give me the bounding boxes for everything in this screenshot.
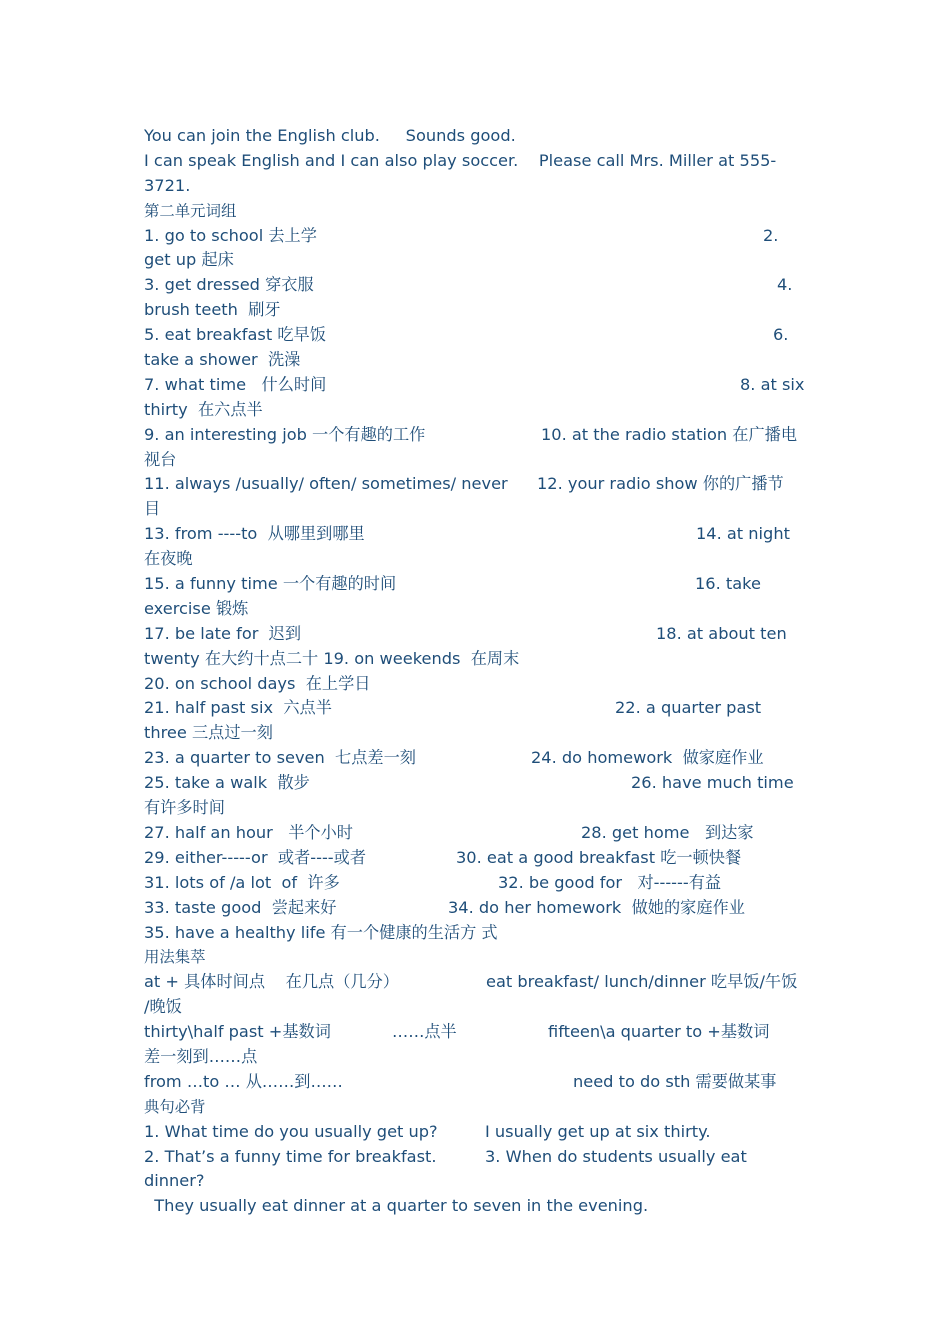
- text-segment: 14. at night: [696, 524, 790, 544]
- line-43: [144, 1169, 810, 1194]
- document-page: [144, 124, 810, 1219]
- line-35: [144, 970, 810, 995]
- section-heading: 典句必背: [144, 1097, 206, 1116]
- text-segment: 34. do her homework 做她的家庭作业: [448, 897, 745, 917]
- text-segment: 16. take: [695, 574, 761, 594]
- line-01: [144, 124, 810, 149]
- line-08: [144, 298, 810, 323]
- text-segment: 9. an interesting job 一个有趣的工作: [144, 424, 426, 444]
- line-06: [144, 248, 810, 273]
- line-32: [144, 896, 810, 921]
- line-42: [144, 1145, 810, 1170]
- line-03: [144, 174, 810, 199]
- line-12: [144, 398, 810, 423]
- text-segment: 23. a quarter to seven 七点差一刻: [144, 748, 416, 768]
- text-segment: 17. be late for 迟到: [144, 623, 302, 643]
- text-segment: 33. taste good 尝起来好: [144, 897, 337, 917]
- text-segment: brush teeth 刷牙: [144, 300, 281, 320]
- text-segment: They usually eat dinner at a quarter to seven in the evening.: [144, 1196, 649, 1216]
- text-segment: I usually get up at six thirty.: [485, 1121, 711, 1141]
- line-10: [144, 348, 810, 373]
- line-41: [144, 1120, 810, 1145]
- text-segment: 18. at about ten: [656, 623, 787, 643]
- text-segment: 12. your radio show 你的广播节: [537, 474, 784, 494]
- text-segment: 2. That’s a funny time for breakfast.: [144, 1146, 437, 1166]
- text-segment: 10. at the radio station 在广播电: [541, 424, 798, 444]
- text-segment: thirty 在六点半: [144, 399, 263, 419]
- line-36: [144, 995, 810, 1020]
- line-34: [144, 945, 810, 970]
- text-segment: three 三点过一刻: [144, 723, 273, 743]
- line-38: [144, 1045, 810, 1070]
- text-segment: 35. have a healthy life 有一个健康的生活方 式: [144, 922, 498, 942]
- line-18: [144, 547, 810, 572]
- line-40: [144, 1095, 810, 1120]
- text-segment: 1. What time do you usually get up?: [144, 1121, 438, 1141]
- line-33: [144, 921, 810, 946]
- line-09: [144, 323, 810, 348]
- text-segment: I can speak English and I can also play soccer. Please call Mrs. Miller at 555-: [144, 150, 777, 170]
- line-26: [144, 746, 810, 771]
- line-02: [144, 149, 810, 174]
- line-27: [144, 771, 810, 796]
- text-segment: 31. lots of /a lot of 许多: [144, 872, 340, 892]
- line-19: [144, 572, 810, 597]
- line-07: [144, 273, 810, 298]
- line-24: [144, 696, 810, 721]
- line-30: [144, 846, 810, 871]
- text-segment: 21. half past six 六点半: [144, 698, 332, 718]
- text-segment: 7. what time 什么时间: [144, 374, 327, 394]
- text-segment: eat breakfast/ lunch/dinner 吃早饭/午饭: [486, 972, 798, 992]
- text-segment: take a shower 洗澡: [144, 350, 301, 370]
- text-segment: get up 起床: [144, 250, 234, 270]
- text-segment: dinner?: [144, 1171, 205, 1191]
- text-segment: 视台: [144, 449, 177, 469]
- line-05: [144, 224, 810, 249]
- text-segment: 3. get dressed 穿衣服: [144, 275, 314, 295]
- text-segment: 30. eat a good breakfast 吃一顿快餐: [456, 847, 742, 867]
- line-04: [144, 199, 810, 224]
- text-segment: 24. do homework 做家庭作业: [531, 748, 764, 768]
- line-37: [144, 1020, 810, 1045]
- text-segment: fifteen\a quarter to +基数词: [548, 1022, 770, 1042]
- text-segment: twenty 在大约十点二十 19. on weekends 在周末: [144, 648, 520, 668]
- line-22: [144, 647, 810, 672]
- section-heading: 用法集萃: [144, 948, 206, 967]
- text-segment: 26. have much time: [631, 773, 794, 793]
- text-segment: /晚饭: [144, 997, 182, 1017]
- text-segment: 22. a quarter past: [615, 698, 762, 718]
- line-13: [144, 423, 810, 448]
- section-heading: 第二单元词组: [144, 201, 237, 220]
- line-14: [144, 448, 810, 473]
- line-28: [144, 796, 810, 821]
- text-segment: 20. on school days 在上学日: [144, 673, 371, 693]
- text-segment: thirty\half past +基数词: [144, 1022, 331, 1042]
- text-segment: need to do sth 需要做某事: [573, 1071, 777, 1091]
- line-11: [144, 373, 810, 398]
- text-segment: 28. get home 到达家: [581, 822, 754, 842]
- text-segment: 13. from ----to 从哪里到哪里: [144, 524, 365, 544]
- text-segment: 27. half an hour 半个小时: [144, 822, 353, 842]
- line-25: [144, 721, 810, 746]
- text-segment: 3721.: [144, 175, 191, 195]
- text-segment: 差一刻到……点: [144, 1046, 258, 1066]
- text-segment: You can join the English club. Sounds good.: [144, 126, 516, 145]
- text-segment: 8. at six: [740, 374, 805, 394]
- text-segment: 6.: [773, 325, 789, 345]
- line-15: [144, 472, 810, 497]
- text-segment: 在夜晚: [144, 549, 193, 569]
- line-23: [144, 672, 810, 697]
- line-16: [144, 497, 810, 522]
- line-44: [144, 1194, 810, 1219]
- line-21: [144, 622, 810, 647]
- text-segment: at + 具体时间点 在几点（几分）: [144, 972, 399, 992]
- text-segment: from …to … 从……到……: [144, 1071, 343, 1091]
- text-segment: 有许多时间: [144, 798, 225, 818]
- text-segment: 15. a funny time 一个有趣的时间: [144, 574, 397, 594]
- text-segment: 29. either-----or 或者----或者: [144, 847, 367, 867]
- text-segment: 5. eat breakfast 吃早饭: [144, 325, 326, 345]
- text-segment: 25. take a walk 散步: [144, 773, 310, 793]
- text-segment: 3. When do students usually eat: [485, 1146, 747, 1166]
- line-31: [144, 871, 810, 896]
- line-17: [144, 522, 810, 547]
- text-segment: 32. be good for 对------有益: [498, 872, 722, 892]
- line-29: [144, 821, 810, 846]
- text-segment: 目: [144, 499, 161, 519]
- text-segment: 2.: [763, 225, 779, 245]
- line-20: [144, 597, 810, 622]
- line-39: [144, 1070, 810, 1095]
- text-segment: ……点半: [392, 1022, 457, 1042]
- text-segment: 1. go to school 去上学: [144, 225, 317, 245]
- text-segment: 4.: [777, 275, 793, 295]
- text-segment: exercise 锻炼: [144, 598, 249, 618]
- text-segment: 11. always /usually/ often/ sometimes/ never: [144, 474, 508, 494]
